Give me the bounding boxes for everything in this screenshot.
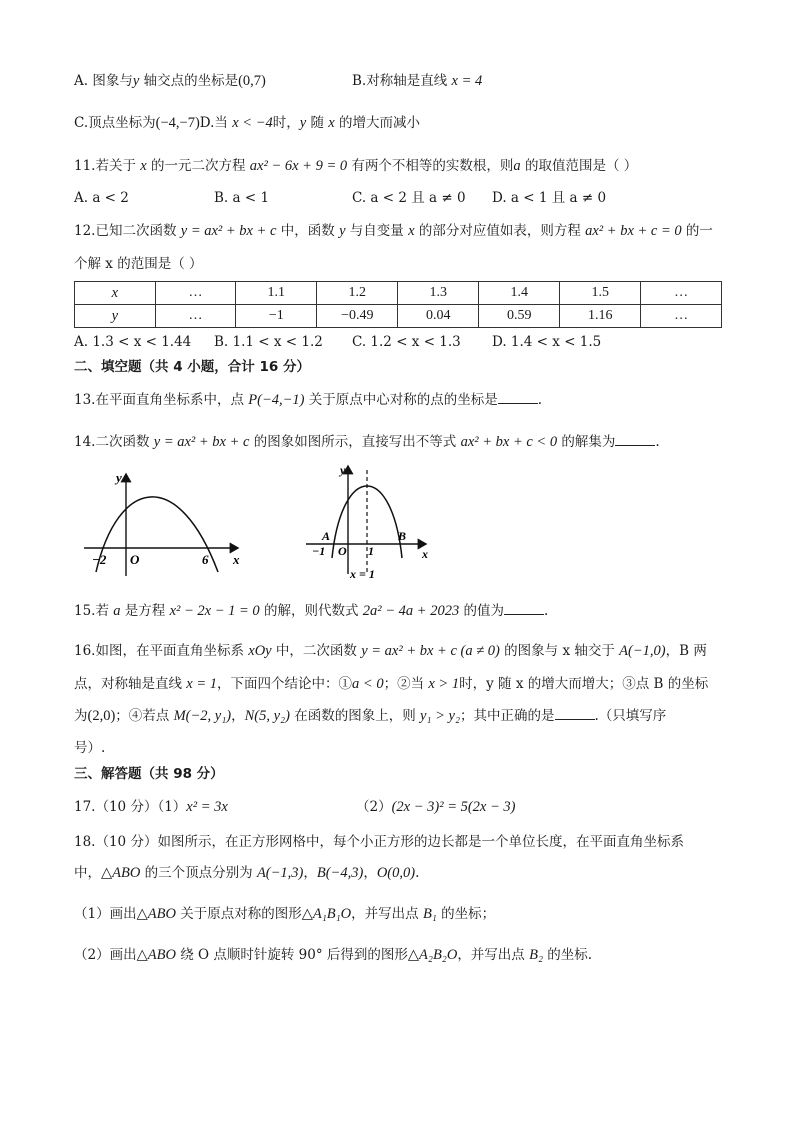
q10-d-mid2: 随 <box>306 115 329 131</box>
q16-condition: x > 1 <box>428 676 460 692</box>
q16-l2-1: 点，对称轴是直线 <box>74 676 187 692</box>
q15-stem <box>74 601 548 621</box>
q13-stem-end: . <box>537 392 543 408</box>
q18-line-2 <box>74 863 419 883</box>
y-axis-label: y <box>116 470 122 485</box>
q10-d-x: x <box>328 115 335 131</box>
q16-line-2 <box>74 674 708 694</box>
table-cell: … <box>641 305 722 328</box>
q10-a-var: y <box>132 73 140 89</box>
q11-option-b: B. a < 1 <box>214 190 270 206</box>
q14-parabola-figure <box>78 468 248 580</box>
q16-l3-6: .（只填写序 <box>594 708 667 724</box>
table-cell: 1.5 <box>560 282 641 305</box>
q14-answer-blank[interactable] <box>615 433 655 446</box>
q12-option-a: A. 1.3 < x < 1.44 <box>74 334 192 350</box>
q15-stem-4: 的值为 <box>459 603 504 619</box>
q18-sep-2: ， <box>363 865 377 881</box>
table-cell: −1 <box>236 305 317 328</box>
q11-stem <box>74 156 637 176</box>
q13-answer-blank[interactable] <box>498 391 538 404</box>
q18-line-1: 18.（10 分）如图所示，在正方形网格中，每个小正方形的边长都是一个单位长度，在平面直角坐标系 <box>74 834 684 850</box>
q18-l2-end: . <box>415 865 420 881</box>
q16-l3-1: 为 <box>74 708 88 724</box>
q12-stem-line2: 个解 x 的范围是（ ） <box>74 256 203 272</box>
table-cell: 0.59 <box>479 305 560 328</box>
y-axis-label: y <box>340 463 346 477</box>
table-cell: 0.04 <box>398 305 479 328</box>
q11-equation: ax² − 6x + 9 = 0 <box>249 158 348 174</box>
q12-option-c: C. 1.2 < x < 1.3 <box>352 334 461 350</box>
table-cell: 1.16 <box>560 305 641 328</box>
q11-stem-1: 11.若关于 <box>74 158 141 174</box>
q16-l3-4: 在函数的图象上，则 <box>289 708 420 724</box>
q18-p2-4: 的坐标. <box>543 947 593 963</box>
table-cell: 1.4 <box>479 282 560 305</box>
q12-value-table <box>74 281 722 328</box>
q16-l1-4: ，B 两 <box>665 643 707 659</box>
q18-p2-3: ，并写出点 <box>457 947 530 963</box>
q11-option-c: C. a < 2 且 a ≠ 0 <box>352 190 466 206</box>
q12-stem <box>74 221 713 241</box>
right-root-label: 6 <box>202 552 209 567</box>
q11-option-d: D. a < 1 且 a ≠ 0 <box>492 190 607 206</box>
q18-point-o: O(0,0) <box>376 865 416 881</box>
q14-stem-3: 的解集为 <box>557 434 616 450</box>
table-cell: 1.2 <box>317 282 398 305</box>
q14-stem-end: . <box>655 434 660 450</box>
table-cell: 1.3 <box>398 282 479 305</box>
q16-point-m: M(−2, y₁) <box>173 708 232 724</box>
q10-b-prefix: B.对称轴是直线 <box>352 73 452 89</box>
q16-answer-blank[interactable] <box>555 707 595 720</box>
q16-point-n: N(5, y₂) <box>244 708 290 724</box>
q16-conclusion-1: a < 0 <box>352 676 384 692</box>
q16-l2-4: 时，y 随 x 的增大而增大；③点 B 的坐标 <box>459 676 709 692</box>
section-2-heading: 二、填空题（共 4 小题，合计 16 分） <box>74 359 310 375</box>
q14-stem <box>74 432 660 452</box>
q10-option-a <box>74 71 266 91</box>
q10-d-prefix: D.当 <box>199 115 233 131</box>
q15-stem-1: 15.若 <box>74 603 114 619</box>
q16-parabola-figure <box>302 462 436 584</box>
parabola-curve <box>96 497 218 572</box>
q10-c-prefix: C.顶点坐标为 <box>74 115 156 131</box>
q18-part-2 <box>74 945 592 965</box>
q11-option-a: A. a < 2 <box>74 190 129 206</box>
q13-stem <box>74 390 542 410</box>
q13-stem-1: 13.在平面直角坐标系中，点 <box>74 392 249 408</box>
q18-p1-4: 的坐标； <box>436 906 496 922</box>
q18-p2-image: △A₂B₂O <box>407 947 458 963</box>
q17-head: 17.（10 分）（1） <box>74 799 187 815</box>
q17-equation-1: x² = 3x <box>186 799 228 815</box>
q18-p1-point: B₁ <box>422 906 437 922</box>
q18-point-a: A(−1,3) <box>256 865 304 881</box>
q10-c-value: (−4,−7) <box>155 115 200 131</box>
q10-d-y: y <box>299 115 307 131</box>
q11-stem-3: 有两个不相等的实数根，则 <box>347 158 514 174</box>
q12-stem-x: x <box>408 223 415 239</box>
left-root-label: −2 <box>92 552 107 567</box>
q15-expression: 2a² − 4a + 2023 <box>362 603 460 619</box>
q16-l2-3: ；②当 <box>383 676 429 692</box>
q16-coordinate-system: xOy <box>248 643 272 659</box>
section-3-heading: 三、解答题（共 98 分） <box>74 766 224 782</box>
q14-inequality: ax² + bx + c < 0 <box>460 434 558 450</box>
q18-l2-1: 中， <box>74 865 101 881</box>
q16-l3-3: ， <box>231 708 245 724</box>
q18-p1-3: ，并写出点 <box>351 906 423 922</box>
q18-point-b: B(−4,3) <box>316 865 364 881</box>
q14-stem-1: 14.二次函数 <box>74 434 154 450</box>
q13-point: P(−4,−1) <box>248 392 305 408</box>
q18-p2-2: 绕 O 点顺时针旋转 90° 后得到的图形 <box>175 947 408 963</box>
q15-answer-blank[interactable] <box>504 602 544 615</box>
q18-l2-2: 的三个顶点分别为 <box>140 865 257 881</box>
origin-label: O <box>338 544 347 558</box>
table-cell: … <box>641 282 722 305</box>
q15-equation: x² − 2x − 1 = 0 <box>169 603 260 619</box>
q10-d-suffix: 的增大而减小 <box>334 115 420 131</box>
origin-label: O <box>130 552 140 567</box>
table-cell: 1.1 <box>236 282 317 305</box>
q10-a-prefix: A. 图象与 <box>74 73 133 89</box>
axis-equation-label: x = 1 <box>350 567 375 581</box>
q10-option-cd <box>74 113 420 133</box>
point-a-label: A <box>322 529 331 543</box>
q16-l1-2: 中，二次函数 <box>271 643 362 659</box>
q18-p1-1: （1）画出 <box>74 906 137 922</box>
q15-stem-a: a <box>113 603 121 619</box>
q10-a-value: (0,7) <box>238 73 266 89</box>
q12-stem-1: 12.已知二次函数 <box>74 223 181 239</box>
q12-stem-3: 与自变量 <box>345 223 409 239</box>
q11-stem-2: 的一元二次方程 <box>146 158 250 174</box>
q16-l1-1: 16.如图，在平面直角坐标系 <box>74 643 249 659</box>
q18-p2-triangle: △ABO <box>136 947 176 963</box>
q17-part2-label: （2） <box>356 799 392 815</box>
q16-point-b: (2,0) <box>87 708 116 724</box>
q18-part-1 <box>74 904 495 924</box>
table-row <box>75 282 722 305</box>
q18-p2-point: B₂ <box>529 947 544 963</box>
q11-stem-a: a <box>513 158 521 174</box>
q17-part-2 <box>356 797 515 817</box>
q12-stem-2: 中，函数 <box>276 223 340 239</box>
q17-equation-2: (2x − 3)² = 5(2x − 3) <box>391 799 516 815</box>
q17-line <box>74 797 228 817</box>
x-axis-label: x <box>233 552 240 567</box>
q16-point-a: A(−1,0) <box>619 643 666 659</box>
q14-function: y = ax² + bx + c <box>153 434 250 450</box>
q12-stem-5: 的一 <box>681 223 713 239</box>
table-row <box>75 305 722 328</box>
q10-d-mid: 时， <box>272 115 300 131</box>
q15-stem-3: 的解，则代数式 <box>259 603 363 619</box>
q16-function: y = ax² + bx + c (a ≠ 0) <box>361 643 500 659</box>
q16-l2-2: ，下面四个结论中：① <box>217 676 353 692</box>
q14-stem-2: 的图象如图所示，直接写出不等式 <box>249 434 461 450</box>
q11-stem-4: 的取值范围是（ ） <box>520 158 638 174</box>
q16-axis: x = 1 <box>186 676 218 692</box>
table-cell: x <box>75 282 156 305</box>
table-cell: y <box>75 305 156 328</box>
q11-stem-x: x <box>140 158 147 174</box>
q16-l3-5: ；其中正确的是 <box>460 708 555 724</box>
q10-d-cond: x < −4 <box>232 115 273 131</box>
one-label: 1 <box>368 544 374 558</box>
q12-option-b: B. 1.1 < x < 1.2 <box>214 334 323 350</box>
q18-sep-1: ， <box>303 865 317 881</box>
q13-stem-2: 关于原点中心对称的点的坐标是 <box>304 392 498 408</box>
q12-equation: ax² + bx + c = 0 <box>585 223 682 239</box>
q15-stem-2: 是方程 <box>120 603 170 619</box>
q16-line-1 <box>74 641 707 661</box>
q18-p1-2: 关于原点对称的图形 <box>175 906 302 922</box>
q12-function: y = ax² + bx + c <box>180 223 277 239</box>
q18-p1-image: △A₁B₁O <box>301 906 352 922</box>
q10-a-mid: 轴交点的坐标是 <box>139 73 239 89</box>
q12-option-d: D. 1.4 < x < 1.5 <box>492 334 602 350</box>
q16-line-4: 号）. <box>74 740 106 756</box>
q16-l3-2: ；④若点 <box>115 708 174 724</box>
q16-comparison: y₁ > y₂ <box>420 708 460 724</box>
q15-stem-end: . <box>544 603 549 619</box>
table-cell: … <box>155 282 236 305</box>
q16-l1-3: 的图象与 x 轴交于 <box>499 643 620 659</box>
q18-triangle: △ABO <box>101 865 141 881</box>
q10-b-value: x = 4 <box>451 73 483 89</box>
x-axis-label: x <box>422 547 428 561</box>
table-cell: … <box>155 305 236 328</box>
point-b-label: B <box>398 529 407 543</box>
q12-stem-4: 的部分对应值如表，则方程 <box>414 223 586 239</box>
q18-p2-1: （2）画出 <box>74 947 137 963</box>
q18-p1-triangle: △ABO <box>136 906 176 922</box>
neg-one-label: −1 <box>312 544 326 558</box>
q10-option-b <box>352 71 482 91</box>
q12-stem-y: y <box>339 223 346 239</box>
table-cell: −0.49 <box>317 305 398 328</box>
q16-line-3 <box>74 706 666 726</box>
